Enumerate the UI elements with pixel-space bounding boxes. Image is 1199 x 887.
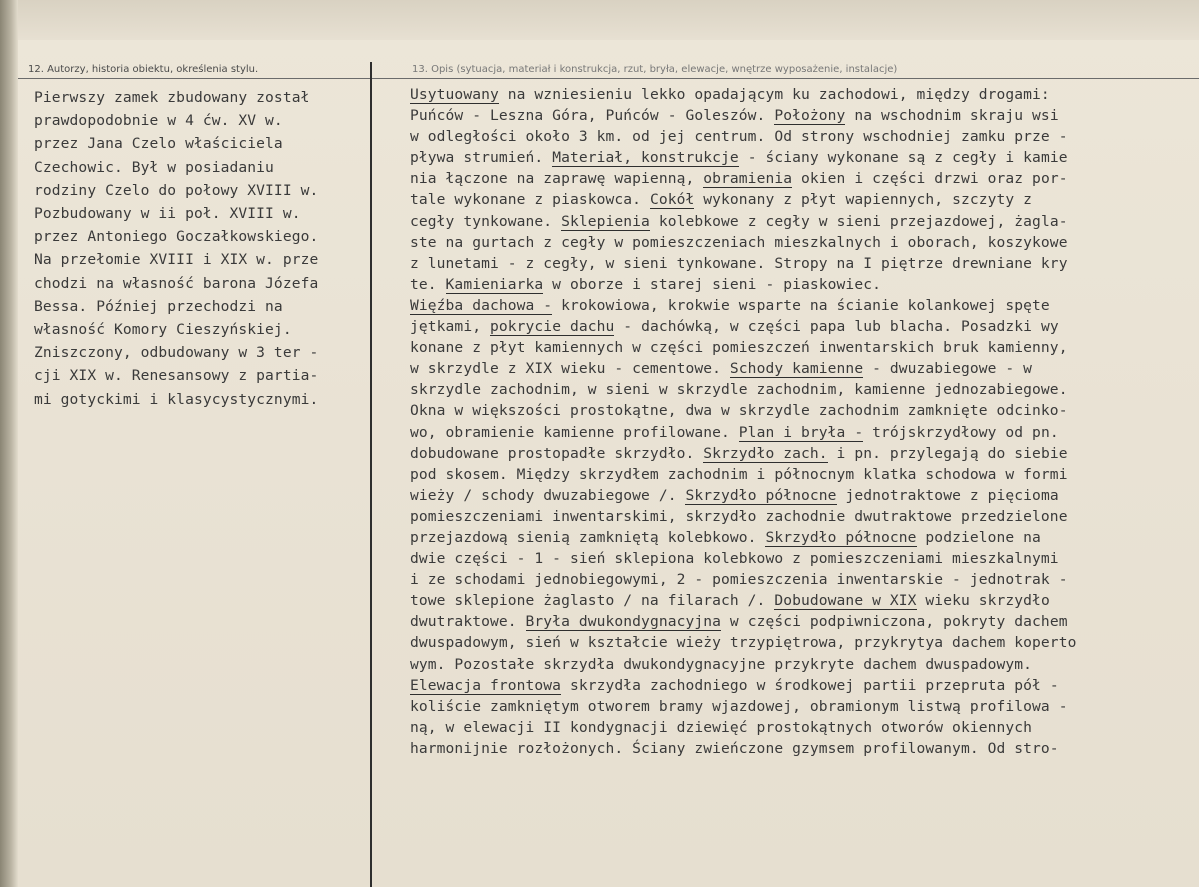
description-line [410,464,1190,485]
description-line [410,400,1190,421]
description-line [410,548,1190,569]
history-line: Na przełomie XVIII i XIX w. prze [34,251,319,269]
description-text: dwutraktowe. [410,613,526,631]
description-line [410,506,1190,527]
description-text: konane z płyt kamiennych w części pomieszczeń inwentarskich bruk kamienny, [410,339,1068,357]
description-text: pływa strumień. [410,149,553,167]
description-line [410,337,1190,358]
description-line [410,232,1190,253]
description-column [410,84,1190,759]
description-text: tale wykonane z piaskowca. [410,191,650,209]
underlined-term: Elewacja frontowa [410,676,562,694]
underlined-term: Materiał, konstrukcje [552,149,739,167]
description-line [410,295,1190,316]
description-line [410,590,1190,611]
underlined-term: Sklepienia [561,212,650,230]
history-line: Zniszczony, odbudowany w 3 ter - [34,344,319,362]
description-line [410,147,1190,168]
description-line [410,675,1190,696]
description-text: okien i części drzwi oraz por- [792,170,1068,188]
description-text: jętkami, [410,318,490,336]
history-line: mi gotyckimi i klasycystycznymi. [34,390,319,408]
description-line [410,485,1190,506]
description-text: pomieszczeniami inwentarskimi, skrzydło zachodnie dwutraktowe przedzielone [410,507,1068,525]
description-line [410,105,1190,126]
description-text: Okna w większości prostokątne, dwa w skrzydle zachodnim zamknięte odcinko- [410,402,1068,420]
underlined-term: Więźba dachowa - [410,296,553,314]
history-line: przez Antoniego Goczałkowskiego. [34,228,319,246]
underlined-term: pokrycie dachu [489,318,615,336]
description-line [410,211,1190,232]
description-line [410,358,1190,379]
underlined-term: Bryła dwukondygnacyjna [525,613,722,631]
underlined-term: Usytuowany [410,86,499,103]
description-text: trójskrzydłowy od pn. [863,423,1059,441]
underlined-term: Cokół [649,191,695,209]
underlined-term: Schody kamienne [729,360,864,378]
description-line [410,527,1190,548]
description-text: te. [410,275,446,293]
description-text: w odległości około 3 km. od jej centrum. Od strony wschodniej zamku prze - [410,128,1068,146]
description-text: nia łączone na zaprawę wapienną, [410,170,704,188]
description-text: wym. Pozostałe skrzydła dwukondygnacyjne przykryte dachem dwuspadowym. [410,655,1033,673]
description-text: pod skosem. Między skrzydłem zachodnim i północnym klatka schodowa w formi [410,465,1068,483]
description-text: i pn. przylegają do siebie [827,444,1068,462]
description-line [410,168,1190,189]
description-text: wo, obramienie kamienne profilowane. [410,423,739,441]
history-line: chodzi na własność barona Józefa [34,274,319,292]
description-text: i ze schodami jednobiegowymi, 2 - pomieszczenia inwentarskie - jednotrak - [410,571,1068,589]
description-text: Puńców - Leszna Góra, Puńców - Goleszów. [410,107,775,125]
column-divider [370,62,372,887]
history-line: Bessa. Później przechodzi na [34,297,283,315]
description-text: w oborze i starej sieni - piaskowiec. [543,275,881,293]
description-text: ną, w elewacji II kondygnacji dziewięć prostokątnych otworów okiennych [410,718,1033,736]
description-text: harmonijnie rozłożonych. Ściany zwieńczone gzymsem profilowanym. Od stro- [410,739,1059,757]
description-line [410,253,1190,274]
description-text: na wschodnim skraju wsi [845,107,1059,125]
description-text: - ściany wykonane są z cegły i kamie [738,149,1068,167]
scan-left-edge [0,0,18,887]
underlined-term: Skrzydło północne [685,486,837,504]
history-line: Pozbudowany w ii poł. XVIII w. [34,205,301,223]
description-text: jednotraktowe z pięcioma [836,486,1059,504]
description-text: - dachówką, w części papa lub blacha. Posadzki wy [614,318,1059,336]
header-rule [18,78,1199,79]
description-line [410,632,1190,653]
description-text: - dwuzabiegowe - w [863,360,1033,378]
history-line: Pierwszy zamek zbudowany został [34,89,310,106]
description-text: krokowiowa, krokwie wsparte na ścianie kolankowej spęte [552,296,1050,314]
description-line [410,379,1190,400]
description-line [410,84,1190,105]
description-text: dobudowane prostopadłe skrzydło. [410,444,704,462]
description-line [410,126,1190,147]
section-13-header: 13. Opis (sytuacja, materiał i konstrukcja, rzut, bryła, elewacje, wnętrze wyposażenie, instalacje) [412,64,898,75]
description-text: kolebkowe z cegły w sieni przejazdowej, żagla- [649,212,1068,230]
description-text: koliście zamkniętym otworem bramy wjazdowej, obramionym listwą profilowa - [410,697,1068,715]
description-text: towe sklepione żaglasto / na filarach /. [410,592,775,610]
description-text: cegły tynkowane. [410,212,562,230]
underlined-term: obramienia [703,170,793,188]
history-line: prawdopodobnie w 4 ćw. XV w. [34,112,283,130]
underlined-term: Skrzydło zach. [703,444,828,462]
history-line: Czechowic. Był w posiadaniu [34,158,274,176]
description-text: wieku skrzydło [916,592,1050,610]
description-text: skrzydle zachodnim, w sieni w skrzydle zachodnim, kamienne jednozabiegowe. [410,381,1068,399]
description-line [410,443,1190,464]
description-line [410,316,1190,337]
history-line: cji XIX w. Renesansowy z partia- [34,367,319,385]
description-line [410,654,1190,675]
underlined-term: Skrzydło północne [765,528,917,546]
section-12-header: 12. Autorzy, historia obiektu, określenia stylu. [28,64,259,75]
description-line [410,422,1190,443]
underlined-term: Dobudowane w XIX [774,592,917,610]
description-text: dwie części - 1 - sień sklepiona kolebkowo z pomieszczeniami mieszkalnymi [410,550,1059,568]
description-text: na wzniesieniu lekko opadającym ku zachodowi, między drogami: [498,86,1050,103]
description-text: dwuspadowym, sień w kształcie wieży trzypiętrowa, przykrytya dachem koperto [410,634,1077,652]
description-text: wieży / schody dwuzabiegowe /. [410,486,686,504]
description-text: w części podpiwniczona, pokryty dachem [721,613,1068,631]
description-line [410,274,1190,295]
description-text: w skrzydle z XIX wieku - cementowe. [410,360,730,378]
scan-top-band [0,0,1199,40]
description-text: podzielone na [916,528,1041,546]
history-line: własność Komory Cieszyńskiej. [34,321,292,339]
underlined-term: Położony [774,107,846,125]
description-text: z lunetami - z cegły, w sieni tynkowane. Stropy na I piętrze drewniane kry [410,254,1068,272]
description-line [410,569,1190,590]
description-line [410,738,1190,759]
description-text: przejazdową sienią zamkniętą kolebkowo. [410,528,766,546]
history-line: przez Jana Czelo właściciela [34,135,283,153]
history-column [34,86,366,411]
description-line [410,611,1190,632]
underlined-term: Plan i bryła - [738,423,864,441]
history-line: rodziny Czelo do połowy XVIII w. [34,181,319,199]
underlined-term: Kamieniarka [445,275,544,293]
description-text: ste na gurtach z cegły w pomieszczeniach mieszkalnych i oborach, koszykowe [410,233,1068,251]
description-text: skrzydła zachodniego w środkowej partii przepruta pół - [561,676,1059,694]
description-text: wykonany z płyt wapiennych, szczyty z [694,191,1033,209]
description-line [410,696,1190,717]
description-line [410,717,1190,738]
description-line [410,189,1190,210]
